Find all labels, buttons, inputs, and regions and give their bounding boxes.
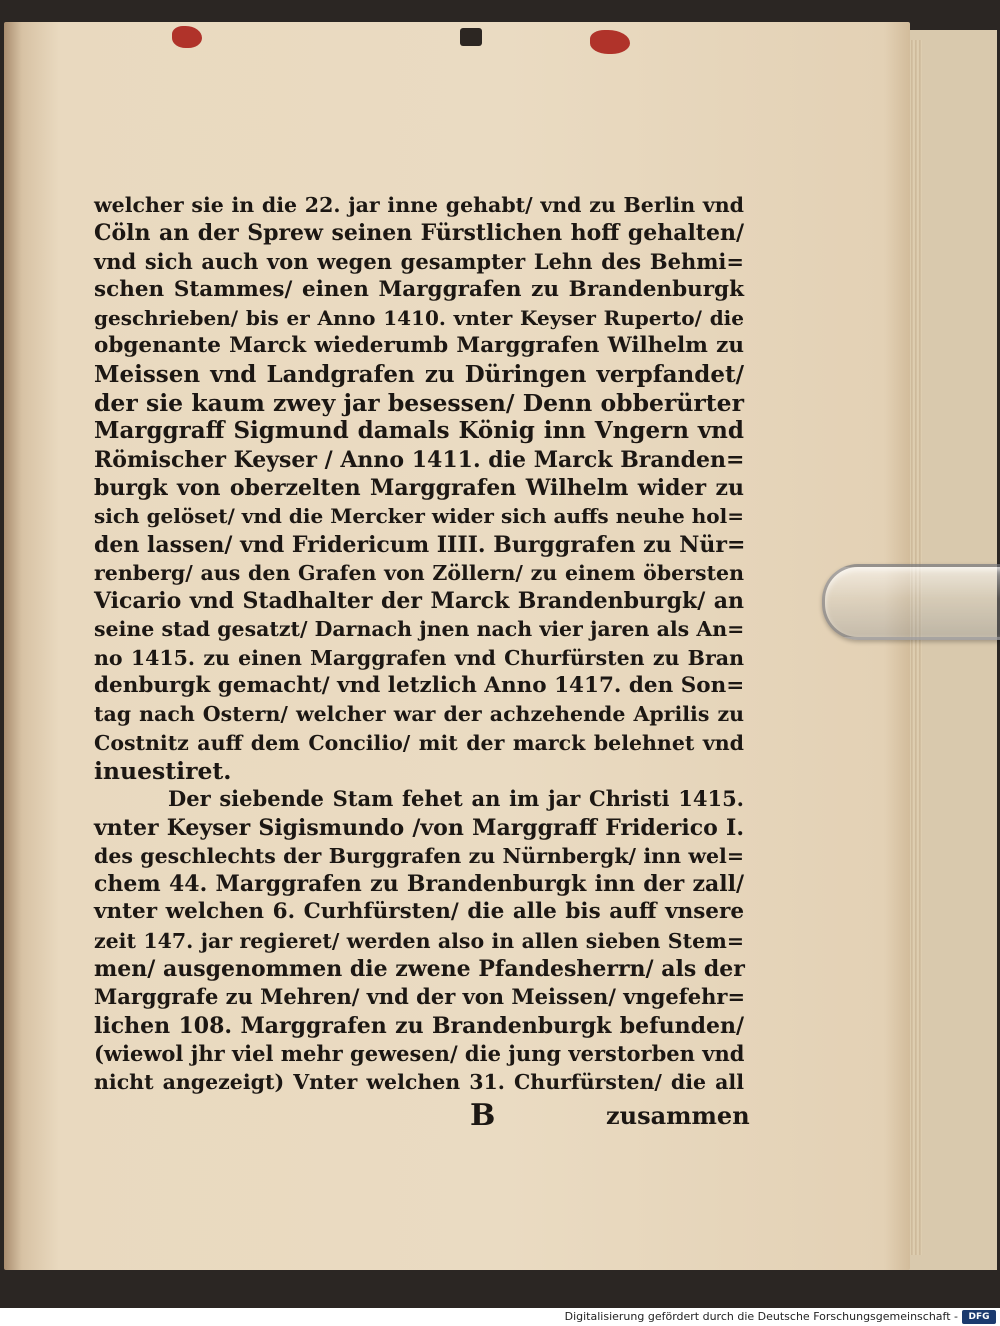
text-line: Cöln an der Sprew seinen Fürstlichen hoff gehalten/ (94, 220, 744, 247)
text-line: tag nach Ostern/ welcher war der achzehende Aprilis zu (94, 702, 744, 727)
text-line: geschrieben/ bis er Anno 1410. vnter Keyser Ruperto/ die (94, 306, 744, 331)
text-line: nicht angezeigt) Vnter welchen 31. Churfürsten/ die all (94, 1070, 744, 1095)
text-line: vnter welchen 6. Curhfürsten/ die alle bis auff vnsere (94, 899, 744, 925)
text-line: Römischer Keyser / Anno 1411. die Marck Branden= (94, 446, 745, 473)
red-bleed-mark (590, 30, 630, 54)
text-line: men/ ausgenommen die zwene Pfandesherrn/ als der (94, 956, 745, 983)
text-line: zeit 147. jar regieret/ werden also in allen sieben Stem= (94, 928, 744, 953)
text-line: Meissen vnd Landgrafen zu Düringen verpfandet/ (94, 360, 744, 388)
ink-bleed-mark (460, 28, 482, 46)
text-line: schen Stammes/ einen Marggrafen zu Brandenburgk (94, 276, 744, 302)
catchword: zusammen (606, 1101, 750, 1130)
text-block (94, 191, 744, 1097)
text-line: obgenante Marck wiederumb Marggrafen Wilhelm zu (94, 333, 744, 359)
text-line: des geschlechts der Burggrafen zu Nürnbergk/ inn wel= (94, 843, 744, 868)
text-line: Marggrafe zu Mehren/ vnd der von Meissen/ vngefehr= (94, 984, 746, 1010)
text-line: der sie kaum zwey jar besessen/ Denn obberürter (94, 389, 744, 418)
text-line: denburgk gemacht/ vnd letzlich Anno 1417. den Son= (94, 673, 745, 699)
text-line: (wiewol jhr viel mehr gewesen/ die jung verstorben vnd (94, 1040, 745, 1066)
funding-notice: Digitalisierung gefördert durch die Deutsche Forschungsgemeinschaft - (564, 1310, 958, 1323)
text-line: Costnitz auff dem Concilio/ mit der marck belehnet vnd (94, 730, 744, 755)
text-line: burgk von oberzelten Marggrafen Wilhelm wider zu (94, 474, 744, 501)
text-line: chem 44. Marggrafen zu Brandenburgk inn der zall/ (94, 871, 744, 898)
signature-mark: B (470, 1098, 496, 1133)
text-line: den lassen/ vnd Fridericum IIII. Burggrafen zu Nür= (94, 531, 746, 558)
text-line: vnter Keyser Sigismundo /von Marggraff Friderico I. (94, 814, 744, 841)
text-line: sich gelöset/ vnd die Mercker wider sich auffs neuhe hol= (94, 504, 744, 529)
text-line: Der siebende Stam fehet an im jar Christi 1415. (168, 786, 744, 812)
text-line: vnd sich auch von wegen gesampter Lehn des Behmi= (94, 248, 744, 274)
text-line: Vicario vnd Stadhalter der Marck Brandenburgk/ an (94, 588, 744, 615)
footer-bar (0, 1308, 1000, 1326)
text-line: inuestiret. (94, 756, 232, 785)
page-clip (822, 564, 1000, 640)
text-line: lichen 108. Marggrafen zu Brandenburgk befunden/ (94, 1012, 744, 1039)
text-line: seine stad gesatzt/ Darnach jnen nach vier jaren als An= (94, 617, 745, 642)
text-line: renberg/ aus den Grafen von Zöllern/ zu einem öbersten (94, 560, 744, 585)
dfg-logo: DFG (962, 1310, 996, 1324)
text-line: no 1415. zu einen Marggrafen vnd Churfürsten zu Bran (94, 645, 744, 670)
red-bleed-mark (172, 26, 202, 48)
text-line: Marggraff Sigmund damals König inn Vngern vnd (94, 417, 744, 445)
text-line: welcher sie in die 22. jar inne gehabt/ vnd zu Berlin vnd (94, 193, 744, 217)
